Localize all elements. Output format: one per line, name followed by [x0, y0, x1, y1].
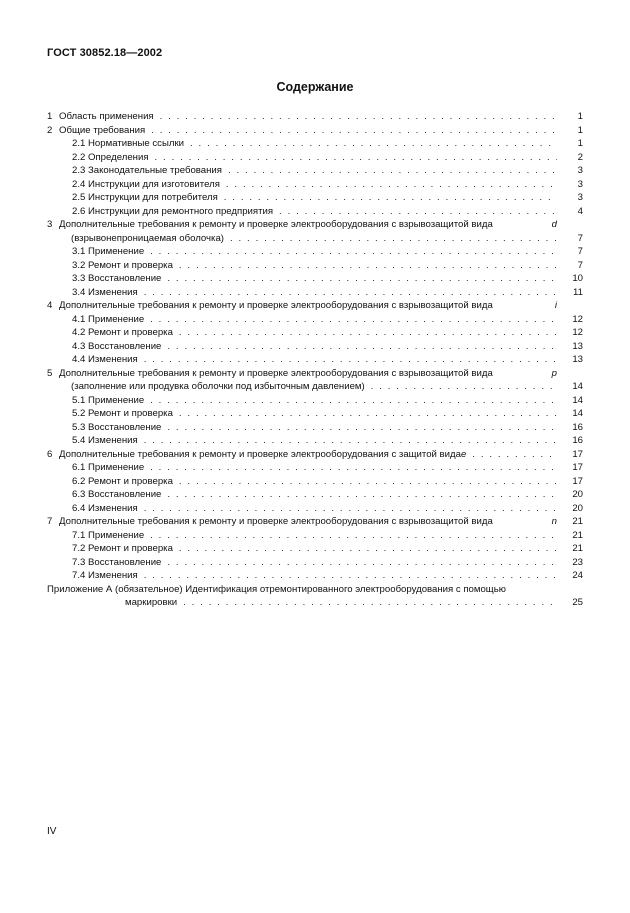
toc-entry-text: маркировки [125, 597, 178, 608]
toc-dot-leader [144, 502, 557, 516]
toc-dot-leader [144, 569, 557, 583]
toc-entry-text: 6.2 Ремонт и проверка [72, 475, 173, 487]
toc-dot-leader [144, 434, 557, 448]
toc-entry-text: Дополнительные требования к ремонту и проверке электрооборудования с взрывозащитой вида [59, 300, 493, 311]
toc-dot-leader [150, 313, 557, 327]
toc-entry-text: Дополнительные требования к ремонту и проверке электрооборудования с взрывозащитой вида [59, 219, 493, 230]
toc-dot-leader [167, 272, 557, 286]
toc-dot-leader [167, 340, 557, 354]
toc-entry-number: 1 [47, 111, 53, 122]
toc-entry[interactable] [47, 191, 583, 205]
toc-entry[interactable] [47, 367, 583, 381]
toc-dot-leader [190, 137, 557, 151]
toc-dot-leader [160, 110, 557, 124]
toc-entry-text: 5.4 Изменения [72, 435, 138, 446]
toc-entry-text: 3.1 Применение [72, 246, 145, 257]
toc-entry-text: 5.1 Применение [72, 394, 145, 406]
toc-entry[interactable] [47, 529, 583, 543]
toc-dot-leader [150, 529, 557, 543]
toc-entry[interactable] [47, 178, 583, 192]
toc-dot-leader [179, 259, 557, 273]
toc-entry[interactable] [47, 272, 583, 286]
toc-title: Содержание [276, 80, 354, 94]
toc-entry[interactable] [47, 407, 583, 421]
toc-dot-leader [150, 245, 557, 259]
toc-entry[interactable] [47, 394, 583, 408]
toc-entry-page: 16 [572, 435, 583, 446]
toc-entry-page: 10 [572, 273, 583, 284]
toc-entry[interactable] [47, 542, 583, 556]
toc-entry-text: 7.3 Восстановление [72, 556, 162, 568]
toc-entry-page: 21 [572, 516, 583, 527]
toc-entry-text: 2.1 Нормативные ссылки [72, 138, 185, 149]
toc-entry[interactable] [47, 488, 583, 502]
toc-entry-protection-type: n [551, 516, 557, 527]
toc-entry[interactable] [47, 583, 583, 597]
toc-entry-text: 7.1 Применение [72, 529, 145, 541]
page-number-footer: IV [47, 826, 57, 837]
toc-dot-leader [472, 448, 557, 462]
toc-dot-leader [183, 596, 557, 610]
toc-dot-leader [167, 488, 557, 502]
toc-entry-page: 17 [572, 475, 583, 487]
toc-entry[interactable] [47, 259, 583, 273]
toc-entry-protection-type: d [551, 219, 557, 230]
toc-entry-text: 5.2 Ремонт и проверка [72, 408, 173, 419]
toc-entry[interactable] [47, 313, 583, 327]
toc-dot-leader [150, 461, 557, 475]
toc-dot-leader [179, 407, 557, 421]
toc-entry[interactable] [47, 556, 583, 570]
toc-entry-number: 4 [47, 300, 53, 311]
toc-entry-page: 25 [572, 597, 583, 608]
toc-entry-text: Область применения [59, 111, 154, 122]
toc-entry-text: 3.4 Изменения [72, 286, 138, 298]
toc-entry[interactable] [47, 353, 583, 367]
toc-dot-leader [230, 232, 557, 246]
toc-entry-text: 3.3 Восстановление [72, 273, 162, 284]
toc-entry-text: Приложение А (обязательное) Идентификация отремонтированного электрооборудования с помощью [47, 583, 506, 595]
toc-entry-page: 20 [572, 489, 583, 500]
toc-entry-page: 14 [572, 408, 583, 419]
toc-entry[interactable] [47, 475, 583, 489]
toc-entry[interactable] [47, 232, 583, 246]
toc-entry-text: 3.2 Ремонт и проверка [72, 259, 173, 271]
toc-entry-page: 21 [572, 543, 583, 554]
toc-entry-page: 17 [572, 462, 583, 473]
toc-entry[interactable] [47, 218, 583, 232]
toc-entry-text: 2.6 Инструкции для ремонтного предприятия [72, 205, 274, 217]
toc-entry[interactable] [47, 448, 583, 462]
toc-entry-text: 2.4 Инструкции для изготовителя [72, 178, 220, 190]
toc-entry-number: 3 [47, 219, 53, 230]
toc-entry-page: 1 [577, 138, 583, 149]
toc-dot-leader [371, 380, 557, 394]
toc-entry-text: 4.3 Восстановление [72, 340, 162, 352]
toc-dot-leader [151, 124, 557, 138]
toc-entry[interactable] [47, 515, 583, 529]
toc-entry-page: 17 [572, 448, 583, 460]
toc-entry-text: 6.4 Изменения [72, 502, 138, 514]
toc-dot-leader [144, 353, 557, 367]
toc-entry-page: 14 [572, 381, 583, 392]
toc-entry[interactable] [47, 421, 583, 435]
toc-entry-page: 24 [572, 570, 583, 581]
toc-entry-text: 4.1 Применение [72, 313, 145, 325]
toc-entry[interactable] [47, 124, 583, 138]
toc-entry-text: Дополнительные требования к ремонту и проверке электрооборудования с защитой вида [59, 448, 461, 460]
toc-entry-page: 12 [572, 313, 583, 325]
toc-entry-text: 2.5 Инструкции для потребителя [72, 192, 218, 203]
toc-dot-leader [179, 542, 557, 556]
toc-entry[interactable] [47, 286, 583, 300]
toc-entry-text: (заполнение или продувка оболочки под избыточным давлением) [71, 381, 365, 392]
toc-entry[interactable] [47, 299, 583, 313]
toc-entry[interactable] [47, 434, 583, 448]
toc-dot-leader [226, 178, 557, 192]
toc-entry-page: 16 [572, 421, 583, 433]
toc-entry-page: 3 [577, 192, 583, 203]
toc-entry-page: 13 [572, 354, 583, 365]
toc-entry[interactable] [47, 569, 583, 583]
toc-entry-page: 14 [572, 394, 583, 406]
toc-entry-number: 7 [47, 516, 53, 527]
toc-dot-leader [144, 286, 557, 300]
toc-entry-page: 4 [577, 205, 583, 217]
toc-entry[interactable] [47, 502, 583, 516]
toc-entry-page: 1 [577, 124, 583, 136]
toc-dot-leader [179, 326, 557, 340]
toc-entry[interactable] [47, 164, 583, 178]
toc-entry-text: 6.3 Восстановление [72, 489, 162, 500]
toc-entry-text: 2.2 Определения [72, 151, 149, 163]
toc-entry[interactable] [47, 340, 583, 354]
toc-entry-text: 4.4 Изменения [72, 354, 138, 365]
toc-entry-protection-type: p [551, 367, 557, 379]
toc-entry-number: 6 [47, 448, 53, 460]
toc-entry-page: 12 [572, 327, 583, 338]
toc-dot-leader [224, 191, 557, 205]
toc-entry[interactable] [47, 461, 583, 475]
toc-dot-leader [279, 205, 557, 219]
toc-entry[interactable] [47, 137, 583, 151]
toc-entry-page: 7 [577, 232, 583, 244]
toc-dot-leader [228, 164, 557, 178]
toc-entry-page: 11 [573, 286, 583, 298]
toc-entry-text: 7.2 Ремонт и проверка [72, 543, 173, 554]
toc-entry-text: 5.3 Восстановление [72, 421, 162, 433]
toc-entry[interactable] [47, 110, 583, 124]
toc-entry-protection-type: e [460, 448, 467, 460]
toc-entry-number: 5 [47, 367, 53, 379]
table-of-contents [47, 110, 583, 610]
toc-entry-text: Дополнительные требования к ремонту и проверке электрооборудования с взрывозащитой вида [59, 516, 493, 527]
toc-entry[interactable] [47, 151, 583, 165]
toc-entry-text: 2.3 Законодательные требования [72, 165, 222, 176]
toc-entry-text: Общие требования [59, 124, 146, 136]
document-code-header: ГОСТ 30852.18—2002 [47, 47, 163, 59]
toc-dot-leader [167, 556, 557, 570]
toc-entry-page: 13 [572, 340, 583, 352]
toc-entry-number: 2 [47, 124, 53, 136]
toc-entry-page: 7 [577, 259, 583, 271]
toc-entry[interactable] [47, 596, 583, 610]
toc-entry-page: 3 [577, 165, 583, 176]
toc-entry[interactable] [47, 245, 583, 259]
toc-entry-protection-type: i [554, 300, 557, 311]
toc-entry-page: 20 [572, 502, 583, 514]
toc-dot-leader [155, 151, 557, 165]
toc-entry-text: Дополнительные требования к ремонту и проверке электрооборудования с взрывозащитой вида [59, 367, 493, 379]
toc-entry-page: 7 [577, 246, 583, 257]
toc-entry-page: 3 [577, 178, 583, 190]
toc-entry-page: 1 [577, 111, 583, 122]
toc-entry[interactable] [47, 326, 583, 340]
toc-entry-text: (взрывонепроницаемая оболочка) [71, 232, 224, 244]
toc-dot-leader [167, 421, 557, 435]
toc-entry-page: 21 [572, 529, 583, 541]
toc-entry-text: 6.1 Применение [72, 462, 145, 473]
toc-entry-page: 23 [572, 556, 583, 568]
toc-entry[interactable] [47, 205, 583, 219]
toc-dot-leader [150, 394, 557, 408]
toc-entry[interactable] [47, 380, 583, 394]
toc-entry-text: 4.2 Ремонт и проверка [72, 327, 173, 338]
toc-entry-text: 7.4 Изменения [72, 570, 138, 581]
toc-entry-page: 2 [577, 151, 583, 163]
toc-dot-leader [179, 475, 557, 489]
